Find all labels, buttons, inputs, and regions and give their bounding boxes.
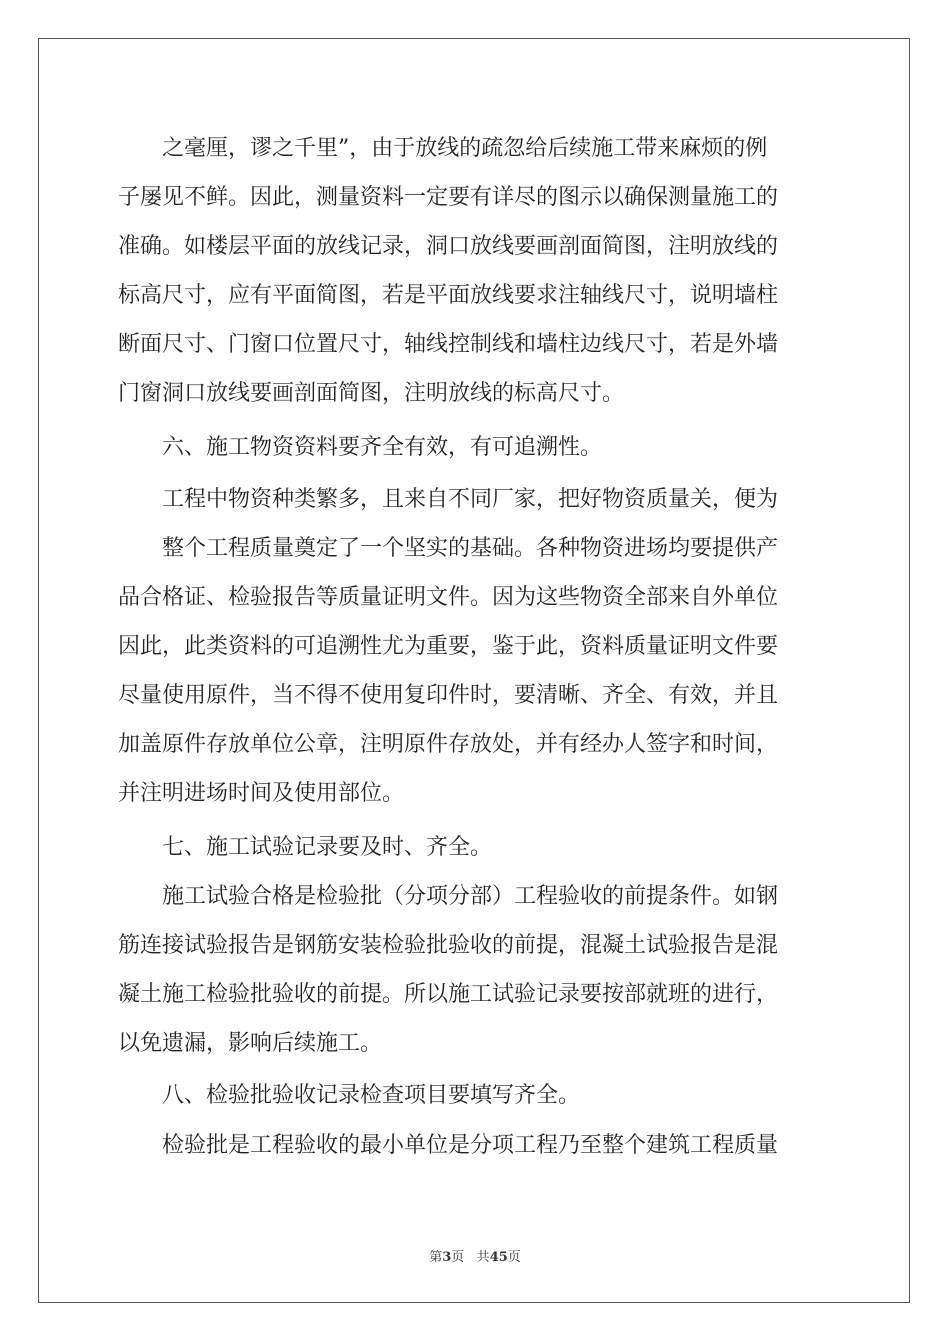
text-line: 施工试验合格是检验批（分项分部）工程验收的前提条件。如钢 xyxy=(118,884,779,909)
text-line: 凝土施工检验批验收的前提。所以施工试验记录要按部就班的进行， xyxy=(118,982,779,1007)
text-line: 以免遗漏，影响后续施工。 xyxy=(118,1031,383,1056)
total-prefix: 共 xyxy=(476,1250,490,1265)
page-total: 45 xyxy=(489,1250,508,1265)
text-line: 检验批是工程验收的最小单位是分项工程乃至整个建筑工程质量 xyxy=(118,1133,779,1158)
text-line: 工程中物资种类繁多，且来自不同厂家，把好物资质量关，便为 xyxy=(118,487,779,512)
page-unit: 页 xyxy=(451,1250,465,1265)
text-line: 标高尺寸，应有平面简图，若是平面放线要求注轴线尺寸，说明墙柱 xyxy=(118,283,779,308)
text-line: 之毫厘，谬之千里”，由于放线的疏忽给后续施工带来麻烦的例 xyxy=(118,136,768,161)
page-prefix: 第 xyxy=(429,1250,443,1265)
text-line: 加盖原件存放单位公章，注明原件存放处，并有经办人签字和时间， xyxy=(118,732,779,757)
page-current: 3 xyxy=(442,1250,452,1265)
text-line: 整个工程质量奠定了一个坚实的基础。各种物资进场均要提供产 xyxy=(118,536,779,561)
text-line: 子屡见不鲜。因此，测量资料一定要有详尽的图示以确保测量施工的 xyxy=(118,185,779,210)
text-line: 尽量使用原件，当不得不使用复印件时，要清晰、齐全、有效，并且 xyxy=(118,683,779,708)
section-heading: 六、施工物资资料要齐全有效，有可追溯性。 xyxy=(118,435,603,460)
text-line: 筋连接试验报告是钢筋安装检验批验收的前提，混凝土试验报告是混 xyxy=(118,933,779,958)
text-line: 断面尺寸、门窗口位置尺寸，轴线控制线和墙柱边线尺寸，若是外墙 xyxy=(118,332,779,357)
text-line: 门窗洞口放线要画剖面简图，注明放线的标高尺寸。 xyxy=(118,381,625,406)
section-heading: 七、施工试验记录要及时、齐全。 xyxy=(118,835,493,860)
text-line: 并注明进场时间及使用部位。 xyxy=(118,781,405,806)
text-line: 因此，此类资料的可追溯性尤为重要，鉴于此，资料质量证明文件要 xyxy=(118,634,779,659)
page-footer xyxy=(0,1246,950,1265)
text-line: 品合格证、检验报告等质量证明文件。因为这些物资全部来自外单位 xyxy=(118,585,779,610)
text-line: 准确。如楼层平面的放线记录，洞口放线要画剖面简图，注明放线的 xyxy=(118,234,779,259)
page-border xyxy=(38,38,910,1303)
section-heading: 八、检验批验收记录检查项目要填写齐全。 xyxy=(118,1083,581,1108)
total-unit: 页 xyxy=(507,1250,521,1265)
